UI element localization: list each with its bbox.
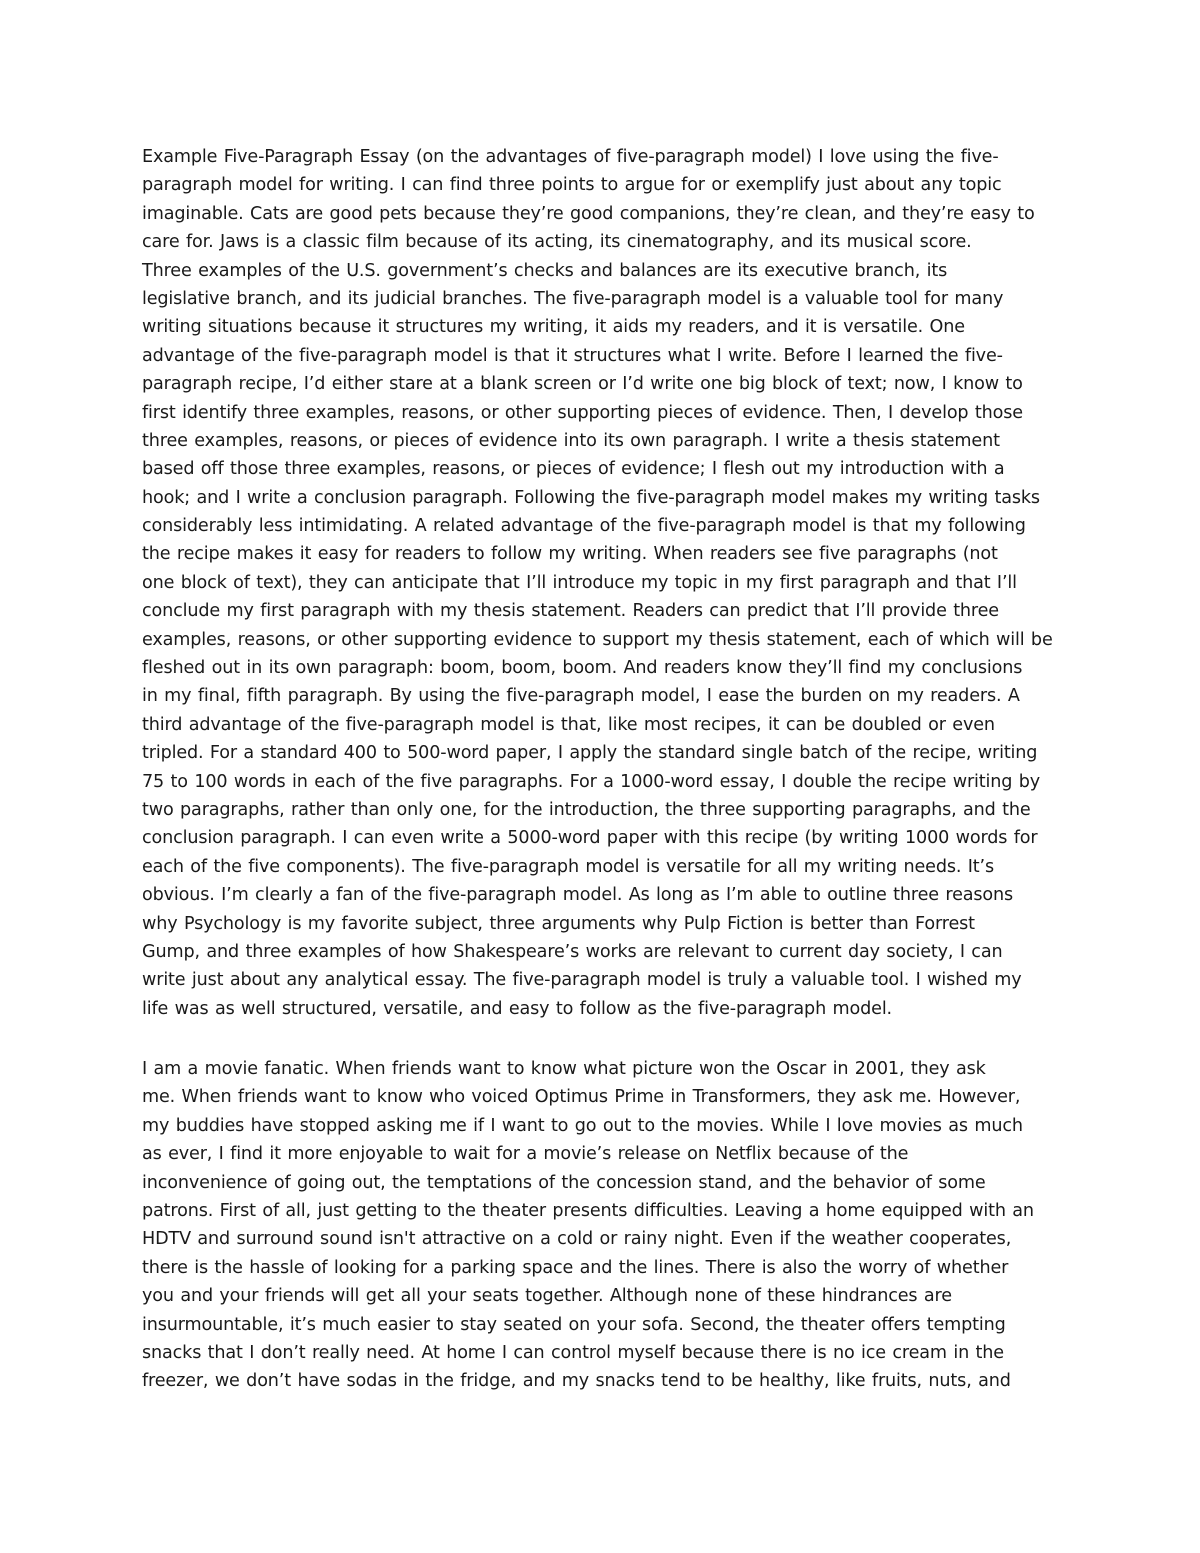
text-line: legislative branch, and its judicial branches. The five-paragraph model is a valuable tool for many: [142, 288, 1004, 309]
text-line: third advantage of the five-paragraph model is that, like most recipes, it can be doubled or even: [142, 714, 995, 735]
text-line: writing situations because it structures my writing, it aids my readers, and it is versatile. One: [142, 317, 965, 338]
text-line: conclusion paragraph. I can even write a 5000-word paper with this recipe (by writing 1000 words for: [142, 828, 1038, 849]
text-line: Example Five-Paragraph Essay (on the advantages of five-paragraph model) I love using the five-: [142, 147, 999, 167]
text-line: there is the hassle of looking for a parking space and the lines. There is also the worry of whether: [142, 1257, 1009, 1278]
text-line: paragraph model for writing. I can find three points to argue for or exemplify just about any topic: [142, 175, 1002, 196]
text-line: obvious. I’m clearly a fan of the five-paragraph model. As long as I’m able to outline three reasons: [142, 885, 1014, 906]
text-line: the recipe makes it easy for readers to follow my writing. When readers see five paragraphs (not: [142, 544, 998, 565]
text-line: paragraph recipe, I’d either stare at a blank screen or I’d write one big block of text; now, I know to: [142, 374, 1023, 395]
text-line: three examples, reasons, or pieces of evidence into its own paragraph. I write a thesis statement: [142, 430, 1000, 451]
text-line: write just about any analytical essay. The five-paragraph model is truly a valuable tool. I wished my: [142, 970, 1022, 991]
text-line: snacks that I don’t really need. At home I can control myself because there is no ice cream in the: [142, 1342, 1004, 1363]
text-line: my buddies have stopped asking me if I want to go out to the movies. While I love movies as much: [142, 1115, 1023, 1136]
text-line: me. When friends want to know who voiced Optimus Prime in Transformers, they ask me. However,: [142, 1087, 1021, 1108]
text-line: why Psychology is my favorite subject, three arguments why Pulp Fiction is better than Forrest: [142, 913, 975, 934]
text-line: tripled. For a standard 400 to 500-word paper, I apply the standard single batch of the recipe, writing: [142, 743, 1038, 764]
text-line: conclude my first paragraph with my thesis statement. Readers can predict that I’ll provide three: [142, 601, 999, 622]
text-line: freezer, we don’t have sodas in the fridge, and my snacks tend to be healthy, like fruits, nuts, and: [142, 1371, 1011, 1392]
text-line: based off those three examples, reasons, or pieces of evidence; I flesh out my introduction with a: [142, 459, 1005, 480]
text-line: one block of text), they can anticipate that I’ll introduce my topic in my first paragraph and that I’ll: [142, 572, 1017, 593]
essay-paragraph-movie-fanatic: [142, 1055, 1062, 1396]
text-line: care for. Jaws is a classic film because of its acting, its cinematography, and its musical score.: [142, 232, 972, 253]
text-line: examples, reasons, or other supporting evidence to support my thesis statement, each of which will be: [142, 629, 1053, 650]
text-line: hook; and I write a conclusion paragraph. Following the five-paragraph model makes my writing tasks: [142, 487, 1040, 508]
text-line: insurmountable, it’s much easier to stay seated on your sofa. Second, the theater offers tempting: [142, 1314, 1006, 1335]
text-line: each of the five components). The five-paragraph model is versatile for all my writing needs. It’s: [142, 856, 995, 877]
text-line: inconvenience of going out, the temptations of the concession stand, and the behavior of some: [142, 1172, 986, 1193]
text-line: you and your friends will get all your seats together. Although none of these hindrances are: [142, 1286, 952, 1307]
text-line: first identify three examples, reasons, or other supporting pieces of evidence. Then, I develop those: [142, 402, 1023, 423]
text-line: life was as well structured, versatile, and easy to follow as the five-paragraph model.: [142, 998, 892, 1019]
text-line: Three examples of the U.S. government’s checks and balances are its executive branch, its: [142, 260, 948, 281]
text-line: imaginable. Cats are good pets because they’re good companions, they’re clean, and they’re easy to: [142, 203, 1035, 224]
essay-paragraph-five-paragraph-model: [142, 143, 1062, 1023]
text-line: I am a movie fanatic. When friends want to know what picture won the Oscar in 2001, they ask: [142, 1059, 986, 1079]
text-line: advantage of the five-paragraph model is that it structures what I write. Before I learned the five-: [142, 345, 1003, 366]
text-line: considerably less intimidating. A related advantage of the five-paragraph model is that my following: [142, 516, 1026, 537]
text-line: Gump, and three examples of how Shakespeare’s works are relevant to current day society, I can: [142, 941, 1003, 962]
text-line: 75 to 100 words in each of the five paragraphs. For a 1000-word essay, I double the recipe writing by: [142, 771, 1041, 792]
text-line: in my final, fifth paragraph. By using the five-paragraph model, I ease the burden on my readers. A: [142, 686, 1020, 707]
text-line: two paragraphs, rather than only one, for the introduction, the three supporting paragraphs, and the: [142, 799, 1031, 820]
text-line: HDTV and surround sound isn't attractive on a cold or rainy night. Even if the weather cooperates,: [142, 1229, 1012, 1250]
text-line: as ever, I find it more enjoyable to wait for a movie’s release on Netflix because of the: [142, 1144, 909, 1165]
text-line: patrons. First of all, just getting to the theater presents difficulties. Leaving a home equipped with an: [142, 1200, 1034, 1221]
text-line: fleshed out in its own paragraph: boom, boom, boom. And readers know they’ll find my conclusions: [142, 658, 1023, 679]
